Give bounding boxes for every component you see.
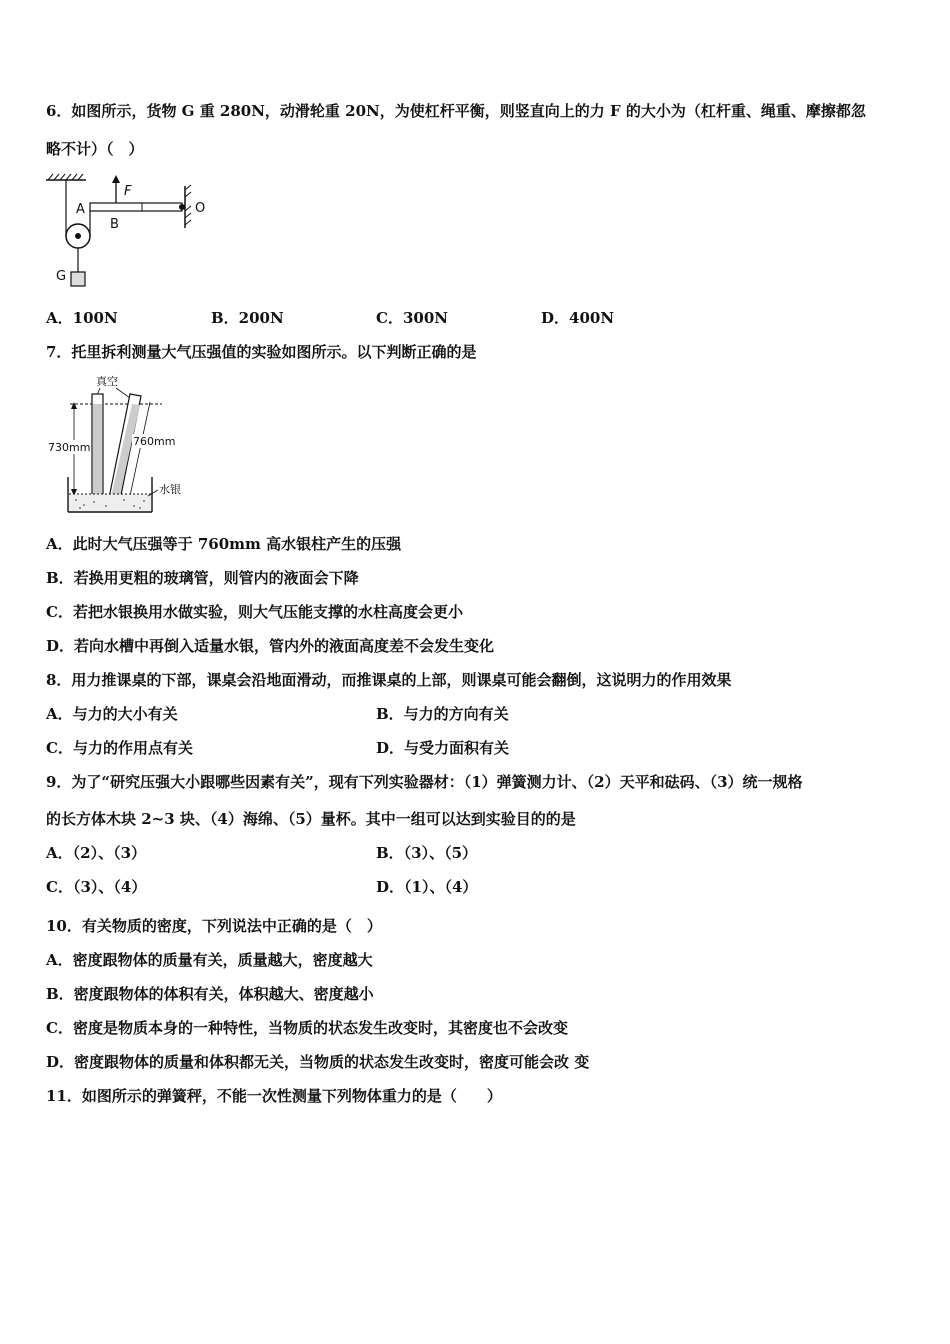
q8-option-b: B．与力的方向有关	[376, 705, 509, 723]
q6-option-c: C．300N	[376, 309, 448, 327]
label-B: B	[110, 217, 119, 232]
q8-stem: 8．用力推课桌的下部，课桌会沿地面滑动，而推课桌的上部，则课桌可能会翻倒，这说明力的作用效果	[46, 671, 732, 689]
q6-stem-line1: 6．如图所示，货物 G 重 280N，动滑轮重 20N，为使杠杆平衡，则竖直向上的力 F 的大小为（杠杆重、绳重、摩擦都忽	[46, 102, 866, 120]
q7-stem: 7．托里拆利测量大气压强值的实验如图所示。以下判断正确的是	[46, 343, 477, 361]
q9-stem-line1: 9．为了“研究压强大小跟哪些因素有关”，现有下列实验器材：（1）弹簧测力计、（2）天平和砝码、（3）统一规格	[46, 773, 803, 791]
q9-stem-line2: 的长方体木块 2~3 块、（4）海绵、（5）量杯。其中一组可以达到实验目的的是	[46, 810, 576, 828]
label-O: O	[195, 201, 206, 216]
q9-option-d: D．（1）、（4）	[376, 878, 478, 896]
label-vacuum: 真空	[96, 375, 118, 388]
label-760mm: 760mm	[133, 435, 176, 448]
q9-option-c: C．（3）、（4）	[46, 878, 147, 896]
q8-option-d: D．与受力面积有关	[376, 739, 510, 757]
lever-pulley-figure	[44, 170, 219, 290]
torricelli-figure	[44, 372, 204, 517]
q7-option-a: A．此时大气压强等于 760mm 高水银柱产生的压强	[46, 535, 402, 553]
q6-option-a: A．100N	[46, 309, 118, 327]
q10-stem: 10．有关物质的密度，下列说法中正确的是（ ）	[46, 917, 382, 935]
label-730mm: 730mm	[48, 441, 91, 454]
q11-stem: 11．如图所示的弹簧秤，不能一次性测量下列物体重力的是（ ）	[46, 1087, 502, 1105]
label-G: G	[56, 269, 67, 284]
q7-option-b: B．若换用更粗的玻璃管，则管内的液面会下降	[46, 569, 359, 587]
q10-option-c: C．密度是物质本身的一种特性，当物质的状态发生改变时，其密度也不会改变	[46, 1019, 568, 1037]
q9-option-b: B．（3）、（5）	[376, 844, 478, 862]
q8-option-a: A．与力的大小有关	[46, 705, 178, 723]
q10-option-d: D．密度跟物体的质量和体积都无关，当物质的状态发生改变时，密度可能会改 变	[46, 1053, 590, 1071]
q7-option-c: C．若把水银换用水做实验，则大气压能支撑的水柱高度会更小	[46, 603, 463, 621]
q6-stem-line2: 略不计）（ ）	[46, 140, 144, 158]
q10-option-a: A．密度跟物体的质量有关，质量越大，密度越大	[46, 951, 373, 969]
q6-option-d: D．400N	[541, 309, 615, 327]
q8-option-c: C．与力的作用点有关	[46, 739, 193, 757]
q7-option-d: D．若向水槽中再倒入适量水银，管内外的液面高度差不会发生变化	[46, 637, 495, 655]
label-F: F	[124, 184, 132, 199]
label-mercury: 水银	[159, 483, 181, 496]
q9-option-a: A．（2）、（3）	[46, 844, 147, 862]
q6-option-b: B．200N	[211, 309, 284, 327]
q10-option-b: B．密度跟物体的体积有关，体积越大、密度越小	[46, 985, 374, 1003]
label-A: A	[76, 202, 85, 217]
